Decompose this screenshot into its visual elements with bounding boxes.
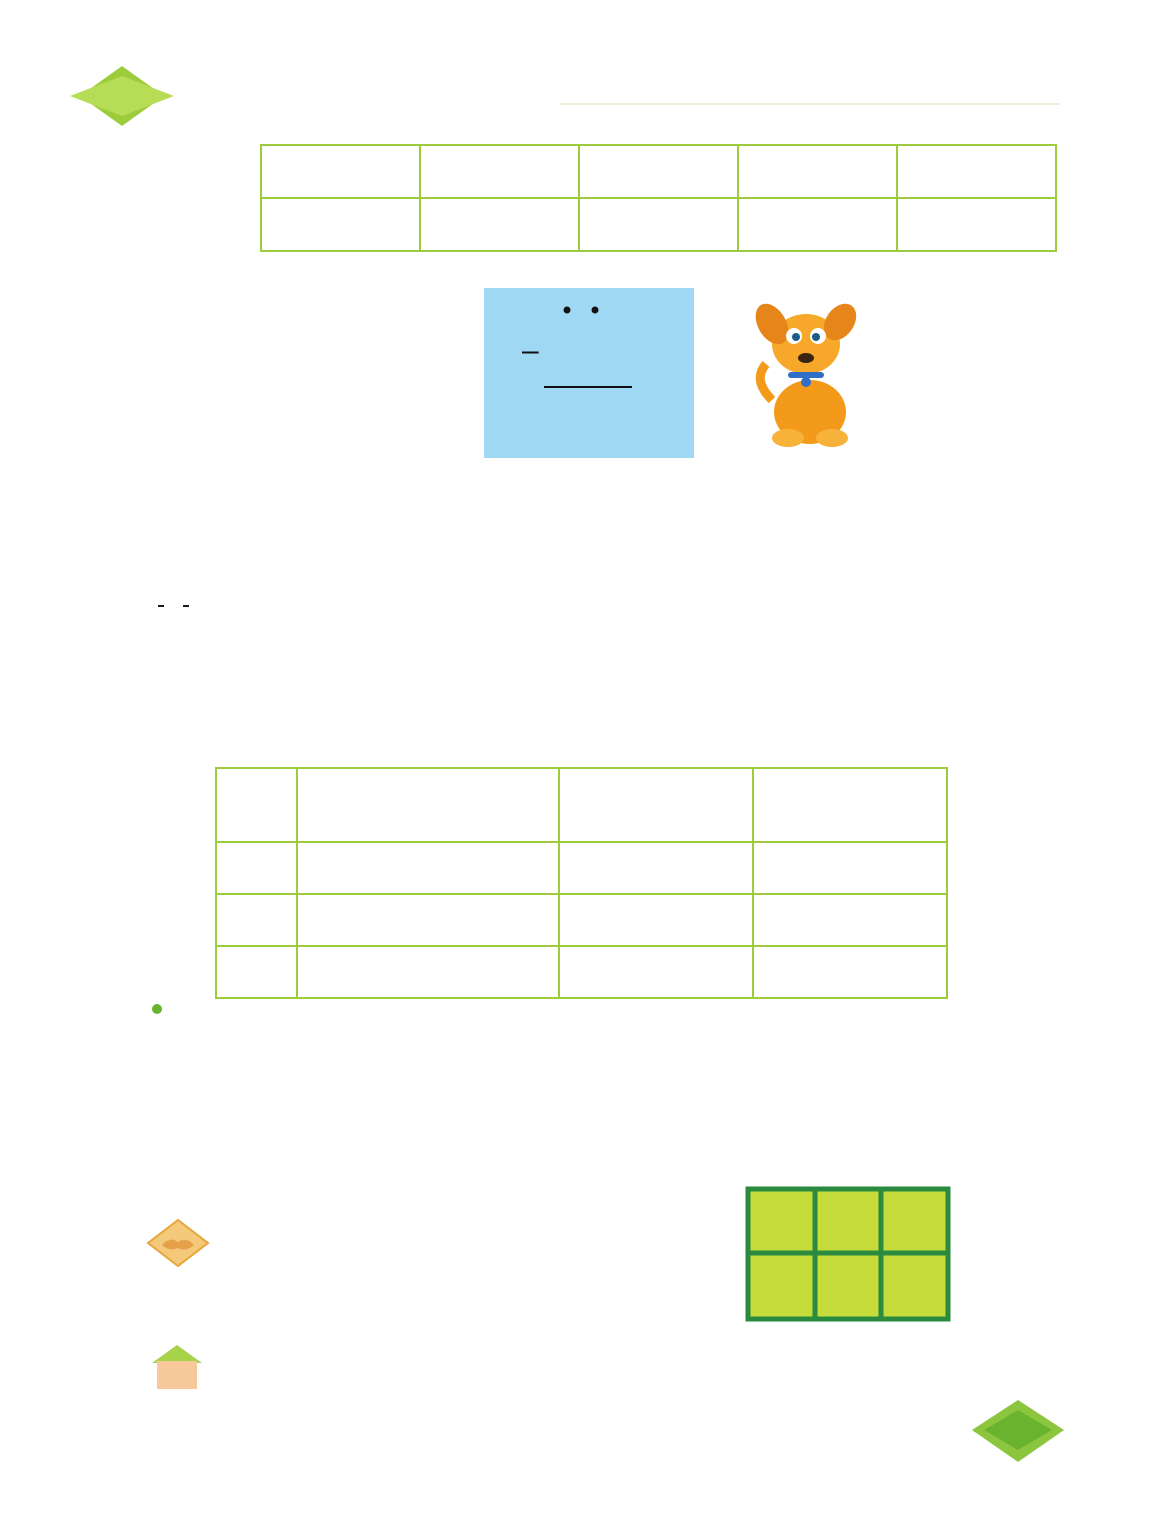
bullet-icon (152, 1004, 162, 1014)
fraction-denominator (158, 607, 164, 609)
subtraction-grid (484, 288, 694, 458)
table-cell (753, 894, 947, 946)
fraction-one-half (183, 603, 189, 609)
table-cell (420, 198, 579, 251)
table-row (261, 198, 1056, 251)
table-cell (753, 946, 947, 998)
table-cell (297, 946, 559, 998)
table-row (261, 145, 1056, 198)
table-cell (559, 842, 753, 894)
fraction-denominator (183, 607, 189, 609)
pair-work-icon (146, 1218, 210, 1268)
exercise-494-table (215, 767, 948, 999)
dog-mascot-icon (748, 300, 863, 450)
exercise-493-line1 (152, 590, 195, 620)
table-cell (216, 894, 297, 946)
table-cell (579, 198, 738, 251)
table-row (216, 842, 947, 894)
table-cell (261, 198, 420, 251)
table-row (216, 946, 947, 998)
table-cell (559, 946, 753, 998)
exercise-490-table (260, 144, 1057, 252)
table-header-row (216, 768, 947, 842)
header-decoration (0, 0, 1162, 140)
homework-house-icon (150, 1343, 204, 1391)
table-cell (738, 145, 897, 198)
table-cell (297, 842, 559, 894)
table-row (216, 894, 947, 946)
table-header-cell (559, 768, 753, 842)
table-header-cell (753, 768, 947, 842)
page-number-decoration (970, 1392, 1162, 1472)
borrow-dot-icon (564, 307, 571, 314)
table-cell (216, 946, 297, 998)
table-cell (579, 145, 738, 198)
table-cell (559, 894, 753, 946)
table-cell (738, 198, 897, 251)
rectangles-figure (745, 1186, 951, 1322)
table-cell (297, 894, 559, 946)
table-cell (216, 842, 297, 894)
table-cell (420, 145, 579, 198)
borrow-dot-icon (592, 307, 599, 314)
table-cell (261, 145, 420, 198)
fraction-one-fifth (158, 603, 164, 609)
table-cell (897, 198, 1056, 251)
minus-sign: – (522, 334, 539, 367)
table-header-cell (297, 768, 559, 842)
table-cell (897, 145, 1056, 198)
table-cell (753, 842, 947, 894)
table-header-cell (216, 768, 297, 842)
